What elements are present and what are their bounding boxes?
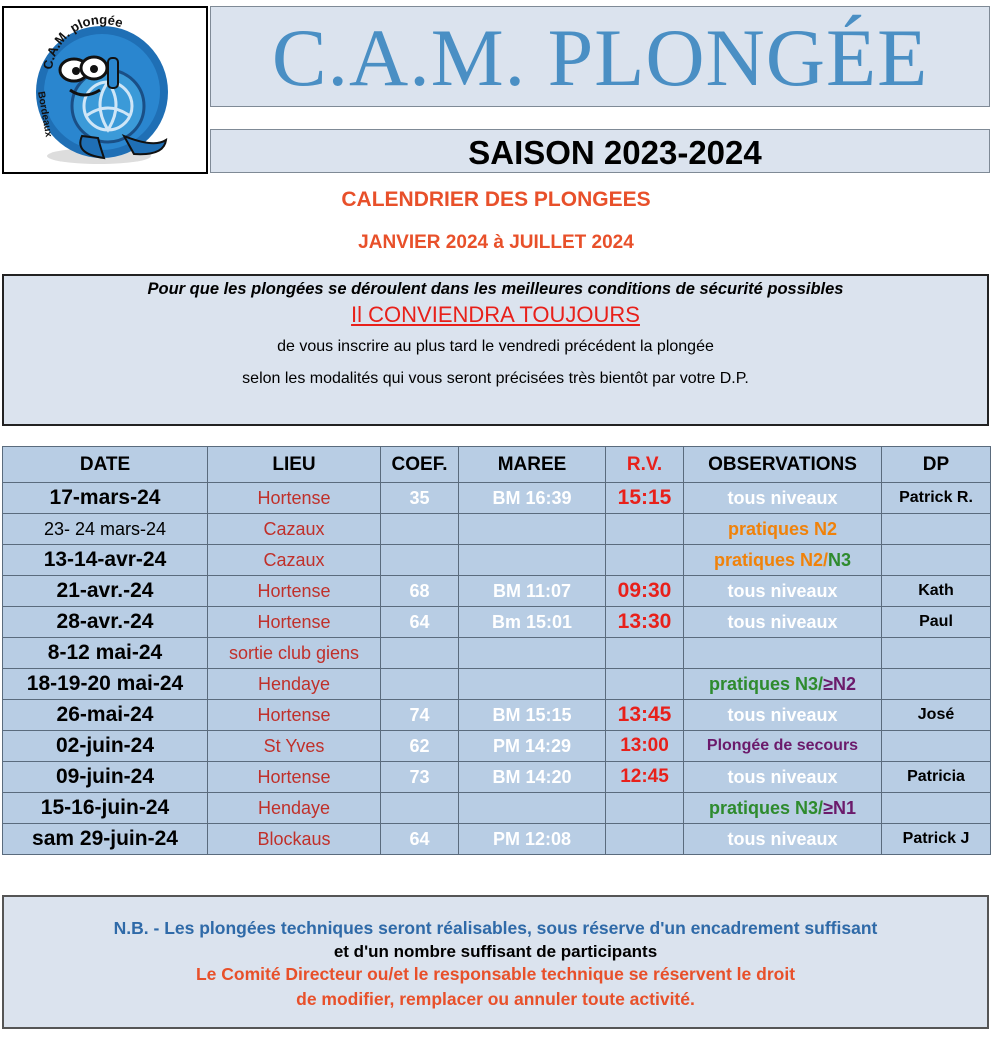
season-title: SAISON 2023-2024 xyxy=(468,134,762,171)
cell-rv xyxy=(606,669,684,700)
cell-lieu: Hendaye xyxy=(208,793,381,824)
cell-date: 13-14-avr-24 xyxy=(3,545,208,576)
cell-maree xyxy=(459,638,606,669)
obs-text: tous niveaux xyxy=(727,828,838,849)
nb-line-4: de modifier, remplacer ou annuler toute activité. xyxy=(296,989,695,1009)
cell-maree xyxy=(459,514,606,545)
cell-coef xyxy=(381,793,459,824)
cell-lieu: Hortense xyxy=(208,762,381,793)
cell-rv: 13:45 xyxy=(606,700,684,731)
table-row xyxy=(3,762,991,793)
cell-dp: José xyxy=(882,700,991,731)
cell-rv xyxy=(606,514,684,545)
table-row xyxy=(3,576,991,607)
logo-side-text: Bordeaux xyxy=(35,90,54,138)
cell-maree xyxy=(459,793,606,824)
table-row xyxy=(3,483,991,514)
cell-observations xyxy=(684,824,882,855)
table-row xyxy=(3,607,991,638)
cell-date: 09-juin-24 xyxy=(3,762,208,793)
cell-observations xyxy=(684,607,882,638)
cell-observations xyxy=(684,545,882,576)
cell-lieu: Cazaux xyxy=(208,514,381,545)
nb-footer-notice xyxy=(2,895,989,1029)
cell-lieu: Hortense xyxy=(208,700,381,731)
obs-text-level: N3 xyxy=(828,549,852,570)
cell-date: 21-avr.-24 xyxy=(3,576,208,607)
cell-dp xyxy=(882,545,991,576)
cell-dp: Paul xyxy=(882,607,991,638)
cell-coef xyxy=(381,514,459,545)
cell-lieu: sortie club giens xyxy=(208,638,381,669)
cell-coef: 64 xyxy=(381,607,459,638)
cell-date: 23- 24 mars-24 xyxy=(3,514,208,545)
cell-rv xyxy=(606,824,684,855)
cell-observations xyxy=(684,638,882,669)
cell-lieu: Cazaux xyxy=(208,545,381,576)
header-rv: R.V. xyxy=(606,447,684,483)
cell-observations xyxy=(684,762,882,793)
obs-text-level: ≥N2 xyxy=(823,673,856,694)
cell-dp: Patrick J xyxy=(882,824,991,855)
cell-maree: BM 15:15 xyxy=(459,700,606,731)
table-row xyxy=(3,514,991,545)
cell-date: 28-avr.-24 xyxy=(3,607,208,638)
page-title: C.A.M. PLONGÉE xyxy=(271,12,929,103)
header-lieu: LIEU xyxy=(208,447,381,483)
obs-text: tous niveaux xyxy=(727,766,838,787)
cell-rv xyxy=(606,545,684,576)
obs-text: pratiques N2 xyxy=(727,518,838,539)
header-coef: COEF. xyxy=(381,447,459,483)
cell-dp xyxy=(882,514,991,545)
nb-line-3: Le Comité Directeur ou/et le responsable technique se réservent le droit xyxy=(195,964,796,984)
cell-lieu: Hendaye xyxy=(208,669,381,700)
cell-coef: 35 xyxy=(381,483,459,514)
cell-coef xyxy=(381,669,459,700)
obs-text: pratiques N2/ xyxy=(713,549,828,570)
cell-coef xyxy=(381,638,459,669)
table-row xyxy=(3,824,991,855)
obs-text: pratiques N3/ xyxy=(709,797,824,818)
cell-date: 15-16-juin-24 xyxy=(3,793,208,824)
nb-line-1: N.B. - Les plongées techniques seront réalisables, sous réserve d'un encadrement suffisant xyxy=(113,918,878,938)
safety-notice xyxy=(2,274,989,426)
cell-observations xyxy=(684,700,882,731)
cell-rv: 09:30 xyxy=(606,576,684,607)
cell-rv xyxy=(606,638,684,669)
logo-arc-text: C.A.M. plongée xyxy=(40,11,125,71)
cell-maree: PM 12:08 xyxy=(459,824,606,855)
obs-text: pratiques N3/ xyxy=(709,673,824,694)
cell-rv: 15:15 xyxy=(606,483,684,514)
club-logo xyxy=(2,6,208,174)
cell-lieu: Hortense xyxy=(208,483,381,514)
table-row xyxy=(3,669,991,700)
cell-date: 02-juin-24 xyxy=(3,731,208,762)
obs-text-level: ≥N1 xyxy=(823,797,856,818)
cell-dp xyxy=(882,731,991,762)
obs-text: tous niveaux xyxy=(727,580,838,601)
cell-lieu: St Yves xyxy=(208,731,381,762)
calendar-period: JANVIER 2024 à JUILLET 2024 xyxy=(358,232,634,253)
cell-coef: 73 xyxy=(381,762,459,793)
notice-emphasis: Il CONVIENDRA TOUJOURS xyxy=(351,302,640,327)
cell-coef: 64 xyxy=(381,824,459,855)
cell-observations xyxy=(684,731,882,762)
cell-maree: Bm 15:01 xyxy=(459,607,606,638)
cell-rv: 12:45 xyxy=(606,762,684,793)
cell-date: sam 29-juin-24 xyxy=(3,824,208,855)
cell-rv xyxy=(606,793,684,824)
cell-dp: Kath xyxy=(882,576,991,607)
cell-rv: 13:00 xyxy=(606,731,684,762)
cell-lieu: Hortense xyxy=(208,607,381,638)
season-banner xyxy=(210,129,990,173)
cell-maree: BM 16:39 xyxy=(459,483,606,514)
cell-lieu: Hortense xyxy=(208,576,381,607)
dive-calendar-table xyxy=(2,446,991,855)
cell-dp: Patrick R. xyxy=(882,483,991,514)
cell-date: 8-12 mai-24 xyxy=(3,638,208,669)
cell-coef xyxy=(381,545,459,576)
cell-dp xyxy=(882,638,991,669)
cell-maree: BM 14:20 xyxy=(459,762,606,793)
cell-date: 26-mai-24 xyxy=(3,700,208,731)
table-row xyxy=(3,731,991,762)
nb-line-2: et d'un nombre suffisant de participants xyxy=(333,942,658,961)
cell-observations xyxy=(684,514,882,545)
header-date: DATE xyxy=(3,447,208,483)
cell-maree xyxy=(459,669,606,700)
table-header-row xyxy=(3,447,991,483)
cell-date: 17-mars-24 xyxy=(3,483,208,514)
cell-observations xyxy=(684,483,882,514)
cell-lieu: Blockaus xyxy=(208,824,381,855)
notice-line-1: Pour que les plongées se déroulent dans les meilleures conditions de sécurité possibles xyxy=(147,280,844,298)
cell-coef: 74 xyxy=(381,700,459,731)
cell-dp: Patricia xyxy=(882,762,991,793)
header-maree: MAREE xyxy=(459,447,606,483)
obs-text: tous niveaux xyxy=(727,704,838,725)
cell-date: 18-19-20 mai-24 xyxy=(3,669,208,700)
header-dp: DP xyxy=(882,447,991,483)
cell-maree: BM 11:07 xyxy=(459,576,606,607)
cell-coef: 62 xyxy=(381,731,459,762)
calendar-heading: CALENDRIER DES PLONGEES xyxy=(341,188,651,211)
cell-dp xyxy=(882,793,991,824)
table-row xyxy=(3,793,991,824)
obs-text: tous niveaux xyxy=(727,611,838,632)
cell-observations xyxy=(684,576,882,607)
obs-text: Plongée de secours xyxy=(706,737,859,754)
cell-observations xyxy=(684,669,882,700)
cell-maree: PM 14:29 xyxy=(459,731,606,762)
cell-maree xyxy=(459,545,606,576)
table-row xyxy=(3,638,991,669)
turtle-logo-icon xyxy=(4,8,206,172)
notice-line-3: de vous inscrire au plus tard le vendredi précédent la plongée xyxy=(277,338,714,355)
cell-dp xyxy=(882,669,991,700)
cell-coef: 68 xyxy=(381,576,459,607)
header-observations: OBSERVATIONS xyxy=(684,447,882,483)
table-row xyxy=(3,545,991,576)
obs-text: tous niveaux xyxy=(727,487,838,508)
cell-rv: 13:30 xyxy=(606,607,684,638)
notice-line-4: selon les modalités qui vous seront précisées très bientôt par votre D.P. xyxy=(242,370,749,387)
title-banner xyxy=(210,6,990,107)
cell-observations xyxy=(684,793,882,824)
table-row xyxy=(3,700,991,731)
